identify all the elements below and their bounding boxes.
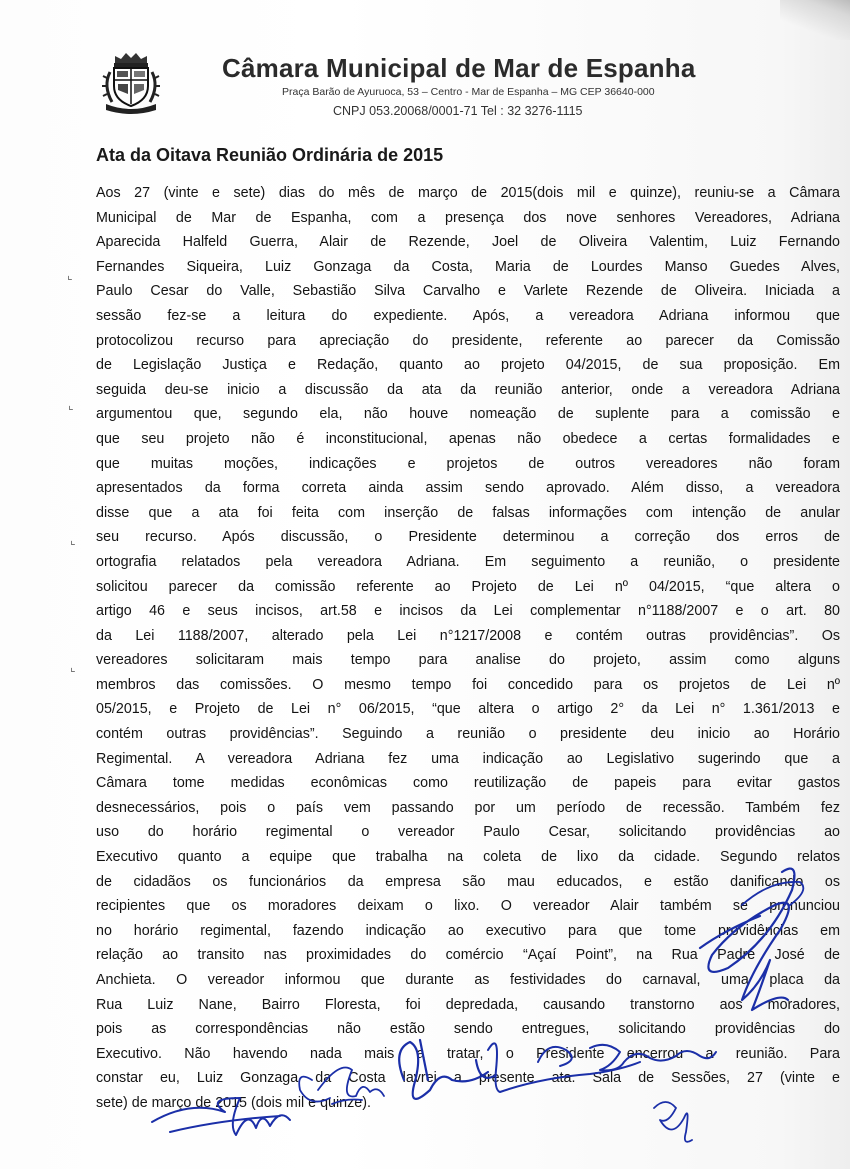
- minutes-body: [96, 181, 840, 1116]
- body-line: 05/2015, e Projeto de Lei n° 06/2015, “que altera o artigo 2° da Lei n° 1.361/2013 e: [96, 701, 840, 718]
- body-line: apresentados da forma correta ainda assim sendo aprovado. Além disso, a vereadora: [96, 480, 840, 497]
- body-line: Executivo quanto a equipe que trabalha na coleta de lixo da cidade. Segundo relatos: [96, 849, 840, 866]
- body-line: desnecessários, pois o país vem passando por um período de recessão. Também fez: [96, 799, 840, 816]
- margin-mark: ⌞: [70, 533, 76, 547]
- body-line: Aos 27 (vinte e sete) dias do mês de março de 2015(dois mil e quinze), reuniu-se a Câmara: [96, 185, 840, 201]
- body-line: seu recurso. Após discussão, o Presidente determinou a correção dos erros de: [96, 529, 840, 546]
- body-line: Fernandes Siqueira, Luiz Gonzaga da Costa, Maria de Lourdes Manso Guedes Alves,: [96, 258, 840, 275]
- org-cnpj-phone: CNPJ 053.20068/0001-71 Tel : 32 3276-1115: [333, 104, 583, 118]
- body-line: no horário regimental, fazendo indicação ao executivo para que tome providências em: [96, 922, 840, 939]
- body-line: que muitas moções, indicações e projetos de outros vereadores não foram: [96, 455, 840, 472]
- margin-mark: ⌞: [70, 660, 76, 674]
- body-line: Paulo Cesar do Valle, Sebastião Silva Carvalho e Varlete Rezende de Oliveira. Iniciada a: [96, 283, 840, 300]
- body-line: pois as correspondências não estão sendo entregues, solicitando providências do: [96, 1021, 840, 1038]
- org-name: Câmara Municipal de Mar de Espanha: [222, 53, 696, 83]
- margin-mark: ⌞: [68, 398, 74, 412]
- body-line: recipientes que os moradores deixam o lixo. O vereador Alair também se pronunciou: [96, 898, 840, 915]
- org-address: Praça Barão de Ayuruoca, 53 – Centro - Mar de Espanha – MG CEP 36640-000: [282, 86, 655, 98]
- body-line: membros das comissões. O mesmo tempo foi concedido para os projetos de Lei nº: [96, 676, 840, 693]
- body-line: protocolizou recurso para apreciação do presidente, referente ao parecer da Comissão: [96, 332, 840, 349]
- body-line: Aparecida Halfeld Guerra, Alair de Rezende, Joel de Oliveira Valentim, Luiz Fernando: [96, 234, 840, 251]
- body-line: contém outras providências”. Seguindo a reunião o presidente deu inicio ao Horário: [96, 726, 840, 743]
- body-line: Municipal de Mar de Espanha, com a presença dos nove senhores Vereadores, Adriana: [96, 209, 840, 226]
- document-title: Ata da Oitava Reunião Ordinária de 2015: [96, 145, 444, 165]
- body-line: Regimental. A vereadora Adriana fez uma indicação ao Legislativo sugerindo que a: [96, 750, 840, 767]
- body-line: Anchieta. O vereador informou que durante as festividades do carnaval, uma placa da: [96, 972, 840, 988]
- body-line: Câmara tome medidas econômicas como reutilização de papeis para evitar gastos: [96, 775, 840, 792]
- body-line: de cidadãos os funcionários da empresa são mau educados, e estão danificando os: [96, 873, 840, 890]
- body-line: disse que a ata foi feita com inserção de falsas informações com intenção de anular: [96, 504, 840, 521]
- body-line: sessão fez-se a leitura do expediente. Após, a vereadora Adriana informou que: [96, 307, 840, 324]
- body-line: de Legislação Justiça e Redação, quanto ao projeto 04/2015, de sua proposição. Em: [96, 357, 840, 374]
- coat-of-arms-icon: [100, 50, 162, 114]
- body-line: uso do horário regimental o vereador Paulo Cesar, solicitando providências ao: [96, 824, 840, 841]
- body-line: constar eu, Luiz Gonzaga da Costa lavrei a presente ata. Sala de Sessões, 27 (vinte e: [96, 1070, 840, 1087]
- body-line: sete) de março de 2015 (dois mil e quinze).: [96, 1094, 371, 1111]
- body-line: Executivo. Não havendo nada mais a tratar, o Presidente encerrou a reunião. Para: [96, 1045, 840, 1062]
- body-line: ortografia relatados pela vereadora Adriana. Em seguimento a reunião, o presidente: [96, 553, 840, 570]
- body-line: artigo 46 e seus incisos, art.58 e incisos da Lei complementar n°1188/2007 e o art. 80: [96, 603, 840, 620]
- body-line: que seu projeto não é inconstitucional, apenas não obedece a certas formalidades e: [96, 430, 840, 447]
- body-line: da Lei 1188/2007, alterado pela Lei n°1217/2008 e contém outras providências”. Os: [96, 627, 840, 644]
- body-line: relação ao transito nas proximidades do comércio “Açaí Point”, na Rua Padre José de: [96, 947, 840, 964]
- body-line: seguida deu-se inicio a discussão da ata da reunião anterior, onde a vereadora Adriana: [96, 381, 840, 398]
- body-line: vereadores solicitaram mais tempo para analise do projeto, assim como alguns: [96, 652, 840, 669]
- margin-mark: ⌞: [67, 268, 73, 282]
- body-line: Rua Luiz Nane, Bairro Floresta, foi depredada, causando transtorno aos moradores,: [96, 996, 840, 1013]
- body-line: argumentou que, segundo ela, não houve nomeação de suplente para a comissão e: [96, 406, 840, 423]
- scan-shadow-corner: [780, 0, 850, 40]
- body-line: solicitou parecer da comissão referente ao Projeto de Lei nº 04/2015, “que altera o: [96, 578, 840, 595]
